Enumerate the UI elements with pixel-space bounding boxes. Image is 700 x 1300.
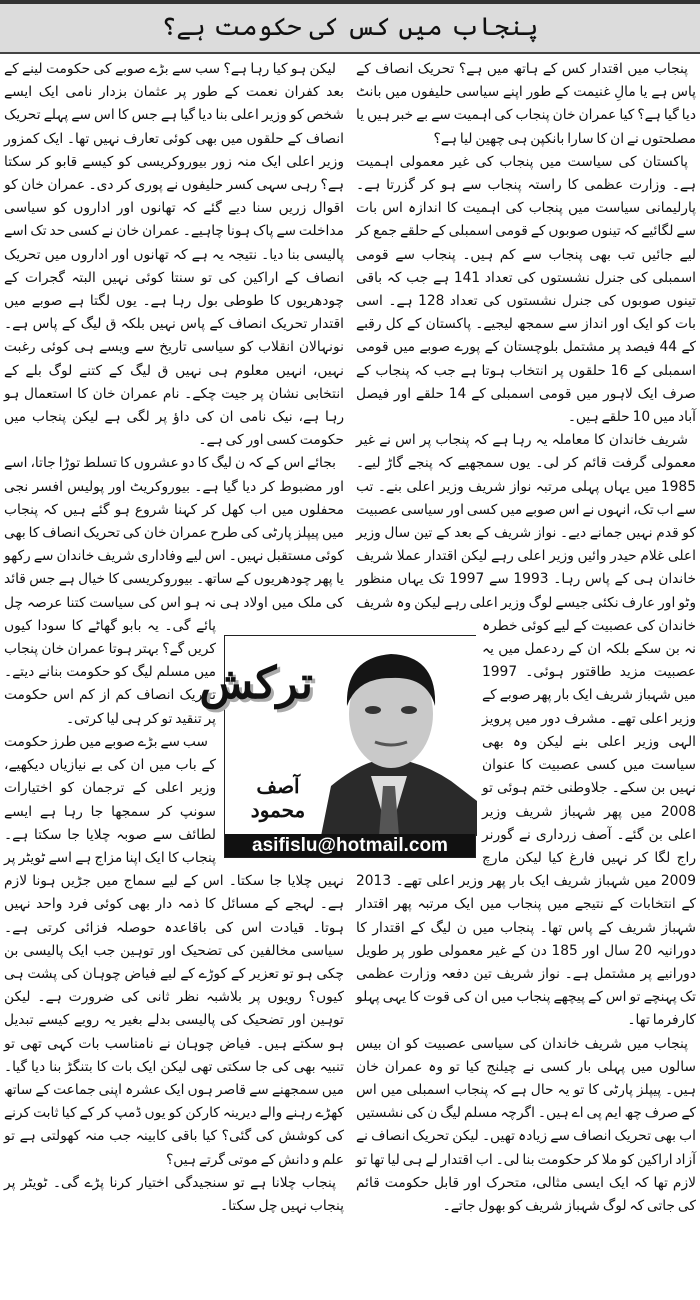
- author-name: آصف محمود: [250, 774, 306, 822]
- columnist-box: [199, 635, 476, 858]
- paragraph: پنجاب میں شریف خاندان کی سیاسی عصبیت کو ان بیس سالوں میں پہلی بار کسی نے چیلنج کیا تو وہ عمران خان ہیں۔ پیپلز پارٹی کا تو یہ حال ہے کہ پنجاب اسمبلی میں اس کے صرف چھ ایم پی اے ہیں۔ اگرچہ مسلم لیگ ن کی نشستیں اب بھی تحریک انصاف سے زیادہ تھیں۔ لیکن تحریک انصاف نے آزاد اراکین کو ملا کر حکومت بنا لی۔ اب اقتدار لے ہی لیا تھا تو لازم تھا کہ ایک ایسی مثالی، متحرک اور قابل حکومت قائم کی جاتی کہ لوگ شہباز شریف کو بھول جاتے۔: [356, 1035, 696, 1214]
- paragraph: پنجاب میں اقتدار کس کے ہاتھ میں ہے؟ تحریک انصاف کے پاس ہے یا مالِ غنیمت کے طور اپنے سیاسی حلیفوں میں بانٹ دیا گیا ہے؟ کیا عمران خان پنجاب کی اہمیت سے بے خبر ہیں یا مصلحتوں نے ان کا سارا بانکپن ہی چھین لیا ہے؟: [356, 61, 696, 147]
- paragraph: بجائے اس کے کہ ن لیگ کا دو عشروں کا تسلط توڑا جاتا، اسے اور مضبوط کر دیا گیا ہے۔ بیوروکریٹ اور پولیس افسر نجی محفلوں میں اب کھل کر کہنا شروع ہو گئے ہیں کہ پنجاب میں پیپلز پارٹی کی طرح عمران خان کی تحریک انصاف کا بھی کوئی مستقبل نہیں۔ اس لیے وفاداری شریف خاندان سے رکھو یا پھر چودھریوں کے ساتھ۔ بیوروکریسی کا خیال ہے جس قائد کی ملک میں اولاد ہی نہ ہو اس کی سیاست کتنا عرصہ چل پائے گی۔ یہ بابو گھاٹے کا سودا کیوں کریں گے؟ بہتر ہوتا عمران خان پنجاب میں مسلم لیگ کو حکومت بنانے دیتے۔ تحریک انصاف کم از کم اس حکومت پر تنقید تو کر ہی لیا کرتی۔: [4, 455, 344, 727]
- column-logo: ترکش: [199, 658, 313, 709]
- paragraph: سب سے بڑے صوبے میں طرز حکومت کے باب میں ان کی بے نیازیاں دیکھیے، وزیر اعلی کے ترجمان کو اختیارات سونپ کر سمجھا جا رہا ہے ایسے لطائف سے صوبہ چلایا جا سکتا ہے۔ پنجاب کا ایک اپنا مزاج ہے اسے ٹویٹر پر نہیں چلایا جا سکتا۔ اس کے لیے سماج میں جڑیں ہونا لازم ہے۔ لہجے کے مسائل کا ذمہ دار بھی کوئی فرد واحد نہیں ہوتا۔ قیادت اس کی باقاعدہ حوصلہ فزائی کرتی ہے۔ سیاسی مخالفین کی تضحیک اور توہین جب ایک پالیسی بن چکی ہو تو تعزیر کے کوڑے کے لیے فیاض چوہان کی پشت ہی کیوں؟ رویوں پر بلاشبہ نظر ثانی کی ضرورت ہے۔ لیکن توہین اور تضحیک کی پالیسی بدلے بغیر یہ رویے کیسے تبدیل ہو سکتے ہیں۔ فیاض چوہان نے نامناسب بات کہی تھی تو تنبیہ بھی کی جا سکتی تھی لیکن ایک بات کا بتنگڑ بنا دیا گیا۔ میں سمجھنے سے قاصر ہوں ایک عشرہ اپنی جماعت کے ساتھ کھڑے رہنے والے دیرینہ کارکن کو یوں ڈمپ کر کے کیا ثابت کرنے کی کوشش کی گئی؟ کیا باقی کابینہ جب منہ کھولتی ہے تو علم و دانش کے موتی گرتے ہیں؟: [4, 733, 344, 1168]
- author-email[interactable]: asifislu@hotmail.com: [225, 834, 475, 857]
- paragraph: پنجاب چلانا ہے تو سنجیدگی اختیار کرنا پڑے گی۔ ٹویٹر پر پنجاب نہیں چل سکتا۔: [4, 1174, 344, 1214]
- author-photo: [301, 636, 477, 836]
- headline: پنجاب میں کس کی حکومت ہے؟: [161, 12, 539, 41]
- paragraph: لیکن ہو کیا رہا ہے؟ سب سے بڑے صوبے کی حکومت لینے کے بعد کفران نعمت کے طور پر عثمان بزدار نامی ایک ایسے شخص کو وزیر اعلی بنا دیا گیا ہے جس کا اس سے پہلے تحریک انصاف کے حلقوں میں بھی کوئی تعارف نہیں تھا۔ ایک کمزور وزیر اعلی ایک منہ زور بیوروکریسی کو کیسے قابو کر سکتا ہے؟ رہی سہی کسر حلیفوں نے پوری کر دی۔ عمران خان کو اقوال زریں سنا دیے گئے کہ تھانوں اور اداروں کو سیاسی مداخلت سے پاک ہونا چاہیے۔ عمران خان نے کسی حد تک اسے پالیسی بنا دیا۔ نتیجہ یہ ہے کہ تھانوں اور اداروں میں تحریک انصاف کے اراکین کی تو سنتا کوئی نہیں البتہ گجرات کے چودھریوں کا طوطی بول رہا ہے۔ یوں لگتا ہے صوبے میں اقتدار تحریک انصاف کے پاس نہیں بلکہ ق لیگ کے پاس ہے۔ نونہالان انقلاب کو سیاسی تاریخ سے ویسے ہی کوئی رغبت نہیں، انہیں معلوم ہی نہیں ق لیگ کے کتنے لوگ بلے کے انتخابی نشان پر جیت چکے۔ نام عمران خان کا استعمال ہو رہا ہے، نیک نامی ان کی داؤ پر لگی ہے لیکن پنجاب میں حکومت کسی اور کی ہے۔: [4, 61, 344, 449]
- headline-bar: [0, 0, 700, 54]
- paragraph: شریف خاندان کا معاملہ یہ رہا ہے کہ پنجاب پر اس نے غیر معمولی گرفت قائم کر لی۔ یوں سمجھیے کہ پنجے گاڑ لیے۔ 1985 میں یہاں پہلی مرتبہ نواز شریف وزیر اعلی بنے۔ تب سے اب تک، انہوں نے اس صوبے میں کسی اور سیاسی عصبیت کو قدم نہیں جمانے دیے۔ نواز شریف کے بعد کے تین سال وزیر اعلی غلام حیدر وائیں وزیر اعلی رہے لیکن اقتدار عملا شریف خاندان ہی کے پاس رہا۔ 1993 سے 1997 تک یہاں منظور وٹو اور عارف نکئی جیسے لوگ وزیر اعلی رہے لیکن وہ شریف خاندان کی عصبیت کے لیے کوئی خطرہ نہ بن سکے بلکہ ان کے ردعمل میں یہ عصبیت مزید طاقتور ہوئی۔ 1997 میں شہباز شریف ایک بار پھر صوبے کے وزیر اعلی تھے۔ مشرف دور میں پرویز الہی وزیر اعلی بنے لیکن وہ بھی سیاست میں کسی عصبیت کا عنوان نہیں بن سکے۔ جلاوطنی ختم ہوئی تو 2008 میں پھر شہباز شریف وزیر اعلی بن گئے۔ آصف زرداری نے گورنر راج لگا کر نہیں فارغ کیا لیکن مارچ 2009 میں شہباز شریف ایک بار پھر وزیر اعلی تھے۔ 2013 کے انتخابات کے نتیجے میں پنجاب میں ایک مرتبہ پھر اقتدار شہباز شریف کے پاس تھا۔ پنجاب میں ن لیگ کے اقتدار کا دورانیہ 20 سال اور 185 دن کے غیر معمولی طور پر طویل دورانیے پر مشتمل ہے۔ نواز شریف تین دفعہ وزارت عظمی تک پہنچے تو اس کے پیچھے پنجاب میں ان کی قوت کا یہی پہلو کارفرما تھا۔: [356, 432, 696, 1029]
- paragraph: پاکستان کی سیاست میں پنجاب کی غیر معمولی اہمیت ہے۔ وزارت عظمی کا راستہ پنجاب سے ہو کر گزرتا ہے۔ پارلیمانی سیاست میں پنجاب کی اہمیت کا اندازہ اس بات سے لگائیے کہ تینوں صوبوں کے قومی اسمبلی کے حلقے جمع کر لیے جائیں تب بھی پنجاب سے کم ہیں۔ پنجاب سے قومی اسمبلی کی جنرل نشستوں کی تعداد 141 ہے جب کہ باقی تینوں صوبوں کی جنرل نشستوں کی تعداد 128 ہے۔ اسی بات کو ایک اور انداز سے سمجھ لیجیے۔ پاکستان کے کل رقبے کے 44 فیصد پر مشتمل بلوچستان کے پورے صوبے میں قومی اسمبلی کے 16 حلقوں پر انتخاب ہوتا ہے جب کہ پنجاب کے صرف ایک لاہور میں قومی اسمبلی کے 14 حلقے اور فیصل آباد میں 10 حلقے ہیں۔: [356, 153, 696, 426]
